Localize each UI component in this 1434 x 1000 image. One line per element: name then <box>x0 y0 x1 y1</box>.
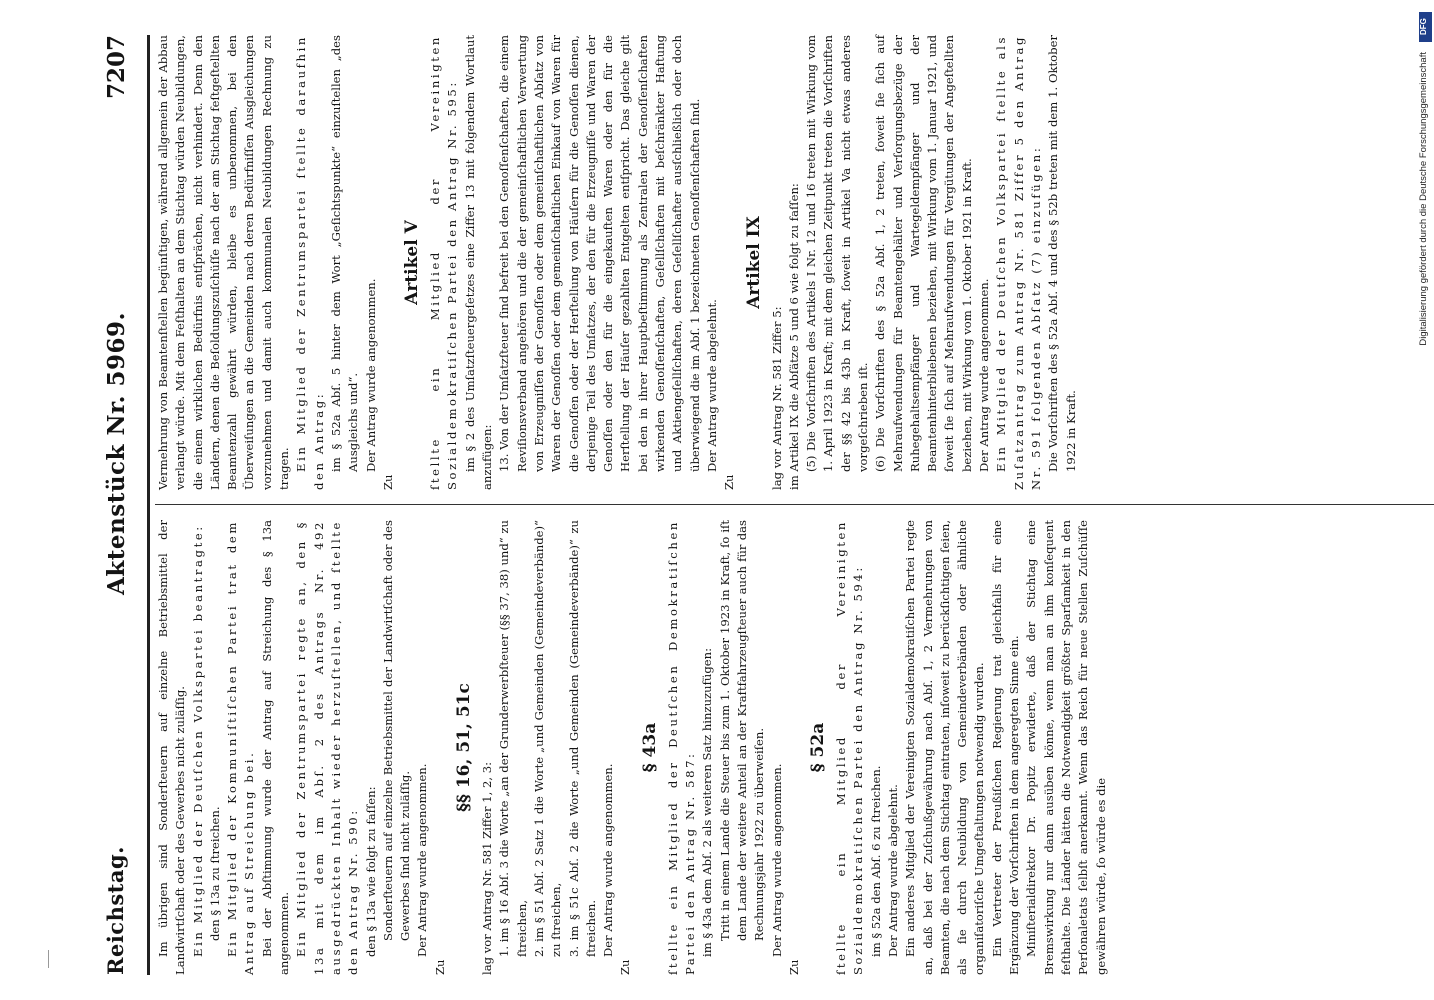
paragraph: Vermehrung von Beamtenſtellen begünſtigen, während allgemein der Abbau verlangt würde. Mit dem Feſthalten an dem Stichtag würden Neubildungen, die einem wirklichen Bedürfnis entſprächen, nicht verhindert. Denn den Ländern, denen die Beſoldungszuſchüſſe nach der am Stichtag feſtgeſtellten Beamtenzahl gewährt würden, bleibe es unbenommen, bei den Überweiſungen an die Gemeinden nach deren Bedürfniſſen Ausgleichungen vorzunehmen und damit auch kommunalen Neubildungen Rechnung zu tragen. <box>156 35 292 490</box>
paragraph: Der Antrag wurde angenommen. <box>769 763 784 957</box>
paragraph: Zu <box>722 474 737 490</box>
paragraph: ſtellte ein Mitglied der Deutſchen Demokratiſchen Partei den Antrag Nr. 587: <box>665 520 698 975</box>
section-heading: § 43a <box>639 722 660 773</box>
paragraph: im § 52a den Abſ. 6 zu ſtreichen. <box>868 765 883 957</box>
section-heading: §§ 16, 51, 51c <box>454 683 475 812</box>
paragraph: lag vor Antrag Nr. 581 Ziffer 5: <box>769 306 784 490</box>
paragraph: Der Antrag wurde angenommen. <box>363 278 378 472</box>
paragraph: im § 2 des Umſatzſteuergeſetzes eine Ziffer 13 mit folgendem Wortlaut anzufügen: <box>462 35 495 490</box>
paragraph: Der Antrag wurde abgelehnt. <box>885 784 900 957</box>
paragraph: Der Antrag wurde abgelehnt. <box>704 299 719 472</box>
paragraph: 2. im § 51 Abſ. 2 Satz 1 die Worte „und Gemeinden (Gemeindeverbände)“ zu ſtreichen, <box>531 520 564 957</box>
section-heading: Artikel V <box>402 220 423 305</box>
paragraph: Tritt in einem Lande die Steuer bis zum 1. Oktober 1923 in Kraft, ſo iſt dem Lande der weitere Anteil an der Kraftfahrzeugſteuer auch für das Rechnungsjahr 1922 zu überweiſen. <box>717 520 767 941</box>
paragraph: im § 52a Abſ. 5 hinter dem Wort „Geſichtspunkte“ einzuſtellen „des Ausgleichs und“. <box>328 35 361 472</box>
paragraph: Der Antrag wurde angenommen. <box>415 763 430 957</box>
right-column <box>155 35 1080 490</box>
left-column <box>155 520 1110 975</box>
paragraph: 3. im § 51c Abſ. 2 die Worte „und Gemeinden (Gemeindeverbände)“ zu ſtreichen. <box>566 520 598 957</box>
scan-mark <box>48 950 49 968</box>
rotated-page-content <box>95 35 1434 975</box>
paragraph: 1. im § 16 Abſ. 3 die Worte „an der Grunderwerbſteuer (§§ 37, 38) und“ zu ſtreichen, <box>497 520 529 957</box>
paragraph: Ein Mitglied der Zentrumspartei regte an, den § 13a mit dem im Abſ. 2 des Antrags Nr. 492 ausgedrückten Inhalt wieder herzuſtellen, und ſtellte den Antrag Nr. 590: <box>294 520 361 975</box>
side-credit-text: Digitalisierung gefördert durch die Deutsche Forschungsgemeinschaft <box>1418 52 1429 346</box>
paragraph: den § 13a zu ſtreichen. <box>207 806 222 941</box>
paragraph: Sonderſteuern auf einzelne Betriebsmittel der Landwirtſchaft oder des Gewerbes ſind nicht zuläſſig. <box>380 520 413 941</box>
paragraph: Bei der Abſtimmung wurde der Antrag auf Streichung des § 13a angenommen. <box>259 520 292 975</box>
paragraph: ſtellte ein Mitglied der Vereinigten Sozialdemokratiſchen Partei den Antrag Nr. 595: <box>428 35 460 490</box>
paragraph: im § 43a dem Abſ. 2 als weiteren Satz hinzuzufügen: <box>700 647 715 957</box>
paragraph: Der Antrag wurde angenommen. <box>977 278 992 472</box>
paragraph: Zu <box>380 474 395 490</box>
paragraph: Miniſterialdirektor Dr. Popitz erwiderte, daß der Stichtag eine Bremswirkung nur dann ausüben könne, wenn man an ihm konſequent feſthalte. Die Länder hätten die Notwendigkeit größter Sparſamkeit in den Perſonaletats ſelbſt anerkannt. Wenn das Reich für neue Stellen Zuſchüſſe gewähren würde, ſo würde es die <box>1024 520 1108 975</box>
paragraph: im Artikel IX die Abſätze 5 und 6 wie folgt zu faſſen: <box>786 183 801 490</box>
paragraph: Ein Mitglied der Zentrumspartei ſtellte daraufhin den Antrag: <box>294 35 326 490</box>
header-title: Aktenstück Nr. 5969. <box>103 311 130 595</box>
header-rule <box>147 35 150 975</box>
paragraph: Zu <box>786 959 801 975</box>
paragraph: Die Vorſchriften des § 52a Abſ. 4 und des § 52b treten mit dem 1. Oktober 1922 in Kraft. <box>1046 35 1078 472</box>
paragraph: ſtellte ein Mitglied der Vereinigten Sozialdemokratiſchen Partei den Antrag Nr. 594: <box>834 520 866 975</box>
side-credit <box>1418 12 1434 1000</box>
dfg-logo: DFG <box>1419 12 1432 42</box>
paragraph: Ein Mitglied der Deutſchen Volkspartei ſtellte als Zuſatzantrag zum Antrag Nr. 581 Ziffer 5 den Antrag Nr. 591 folgenden Abſatz (7) einzufügen: <box>994 35 1043 490</box>
page-header <box>103 35 145 975</box>
section-heading: § 52a <box>808 722 829 773</box>
paragraph: lag vor Antrag Nr. 581 Ziffer 1, 2, 3: <box>480 761 495 975</box>
paragraph: Der Antrag wurde angenommen. <box>601 763 616 957</box>
header-left: Reichstag. <box>103 846 128 975</box>
column-divider <box>155 504 1434 505</box>
paragraph: den § 13a wie folgt zu faſſen: <box>363 786 378 957</box>
paragraph: Ein anderes Mitglied der Vereinigten Sozialdemokratiſchen Partei regte an, daß bei der Zuſchußgewährung nach Abſ. 1, 2 Vermehrungen von Beamten, die nach dem Stichtag eintraten, inſoweit zu berückſichtigen ſeien, als ſie durch Neubildung von Gemeindeverbänden oder ähnliche organiſatoriſche Umgeſtaltungen notwendig wurden. <box>903 520 987 975</box>
paragraph: 13. Von der Umſatzſteuer ſind befreit bei den Genoſſenſchaften, die einem Reviſionsverband angehören und die der gemeinſchaftlichen Verwertung von Erzeugniſſen der Genoſſen oder dem gemeinſchaftlichen Abſatz von Waren der Genoſſen oder dem gemeinſchaftlichen Einkauf von Waren für die Genoſſen oder der Herſtellung von Häuſern für die Genoſſen dienen, derjenige Teil des Umſatzes, der den für die Erzeugniſſe und Waren der Genoſſen oder den für die eingekauften Waren oder den für die Herſtellung der Häuſer gezahlten Entgelten entſpricht. Das gleiche gilt bei den in ihrer Hauptbeſtimmung als Zentralen der Genoſſenſchaften wirkenden Genoſſenſchaften, Geſellſchaften mit beſchränkter Haftung und Aktiengeſellſchaften, deren Geſellſchafter ausſchließlich oder doch überwiegend die im Abſ. 1 bezeichneten Genoſſenſchaften ſind. <box>497 35 702 472</box>
paragraph: (5) Die Vorſchriften des Artikels I Nr. 12 und 16 treten mit Wirkung vom 1. April 1923 in Kraft; mit dem gleichen Zeitpunkt treten die Vorſchriften der §§ 42 bis 43b in Kraft, ſoweit in Artikel Va nicht etwas anderes vorgeſchrieben iſt. <box>804 35 870 472</box>
paragraph: Ein Vertreter der Preußiſchen Regierung trat gleichfalls für eine Ergänzung der Vorſchriften in dem angeregten Sinne ein. <box>989 520 1022 975</box>
paragraph: Im übrigen sind Sonderſteuern auf einzelne Betriebsmittel der Landwirtſchaft oder des Gewerbes nicht zuläſſig. <box>156 520 188 975</box>
paragraph: Ein Mitglied der Kommuniſtiſchen Partei trat dem Antrag auf Streichung bei. <box>225 520 257 975</box>
paragraph: Ein Mitglied der Deutſchen Volkspartei beantragte: <box>190 524 205 957</box>
page-number: 7207 <box>103 35 130 100</box>
section-heading: Artikel IX <box>743 216 764 309</box>
paragraph: Zu <box>618 959 633 975</box>
paragraph: (6) Die Vorſchriften des § 52a Abſ. 1, 2 treten, ſoweit ſie ſich auf Mehraufwendungen für Beamtengehälter und Verſorgungsbezüge der Ruhegehaltsempfänger und Wartegeldempfänger und der Beamtenhinterbliebenen beziehen, mit Wirkung vom 1. Januar 1921, und ſoweit ſie ſich auf Mehraufwendungen für Vergütungen der Angeſtellten beziehen, mit Wirkung vom 1. Oktober 1921 in Kraft. <box>873 35 974 472</box>
paragraph: Zu <box>432 959 447 975</box>
